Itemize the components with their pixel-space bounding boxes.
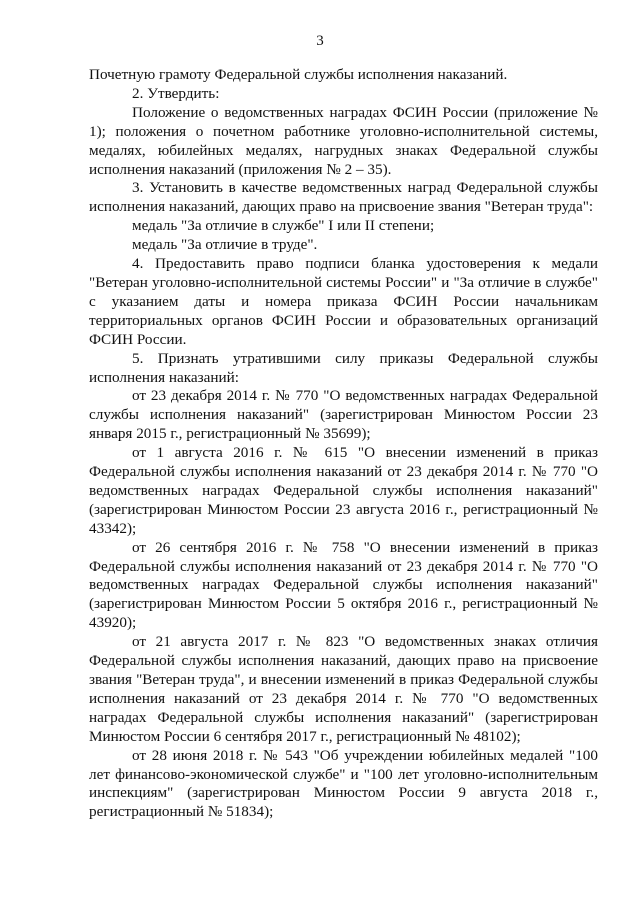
document-body xyxy=(89,66,598,822)
paragraph-order-770: от 23 декабря 2014 г. № 770 "О ведомственных наградах Федеральной службы исполнения наказаний" (зарегистрирован Минюстом России 23 января 2015 г., регистрационный № 35699); xyxy=(89,387,598,443)
paragraph-medal-labor: медаль "За отличие в труде". xyxy=(132,236,318,254)
paragraph-order-823: от 21 августа 2017 г. № 823 "О ведомственных знаках отличия Федеральной службы исполнения наказаний, дающих право на присвоение звания "Ветеран труда", и внесении изменений в приказ Федеральной службы исполнения наказаний от 23 декабря 2014 г. № 770 "О ведомственных наградах Федеральной службы исполнения наказаний" (зарегистрирован Минюстом России 6 сентября 2017 г., регистрационный № 48102); xyxy=(89,633,598,745)
paragraph-medal-service: медаль "За отличие в службе" I или II степени; xyxy=(132,217,435,235)
paragraph-regulation: Положение о ведомственных наградах ФСИН России (приложение № 1); положения о почетном работнике уголовно-исполнительной системы, медалях, юбилейных медалях, нагрудных знаках Федеральной службы исполнения наказаний (приложения № 2 – 35). xyxy=(89,103,598,178)
paragraph-order-758: от 26 сентября 2016 г. № 758 "О внесении изменений в приказ Федеральной службы исполнения наказаний от 23 декабря 2014 г. № 770 "О ведомственных наградах Федеральной службы исполнения наказаний" (зарегистрирован Минюстом России 5 октября 2016 г., регистрационный № 43920); xyxy=(89,538,598,632)
paragraph-item-2: 2. Утвердить: xyxy=(132,84,220,102)
page-number: 3 xyxy=(316,33,324,49)
paragraph-order-615: от 1 августа 2016 г. № 615 "О внесении изменений в приказ Федеральной службы исполнения наказаний от 23 декабря 2014 г. № 770 "О ведомственных наградах Федеральной службы исполнения наказаний" (зарегистрирован Минюстом России 23 августа 2016 г., регистрационный № 43342); xyxy=(89,444,598,537)
paragraph-item-5: 5. Признать утратившими силу приказы Федеральной службы исполнения наказаний: xyxy=(89,349,598,386)
paragraph-item-4: 4. Предоставить право подписи бланка удостоверения к медали "Ветеран уголовно-исполнительной системы России" и "За отличие в службе" с указанием даты и номера приказа ФСИН России начальникам территориальных органов ФСИН России и образовательных организаций ФСИН России. xyxy=(89,255,598,348)
paragraph-continuation: Почетную грамоту Федеральной службы исполнения наказаний. xyxy=(89,66,508,83)
paragraph-item-3: 3. Установить в качестве ведомственных наград Федеральной службы исполнения наказаний, дающих право на присвоение звания "Ветеран труда": xyxy=(89,179,598,216)
paragraph-order-543: от 28 июня 2018 г. № 543 "Об учреждении юбилейных медалей "100 лет финансово-экономической службе" и "100 лет уголовно-исполнительным инспекциям" (зарегистрирован Минюстом России 9 августа 2018 г., регистрационный № 51834); xyxy=(89,746,598,821)
